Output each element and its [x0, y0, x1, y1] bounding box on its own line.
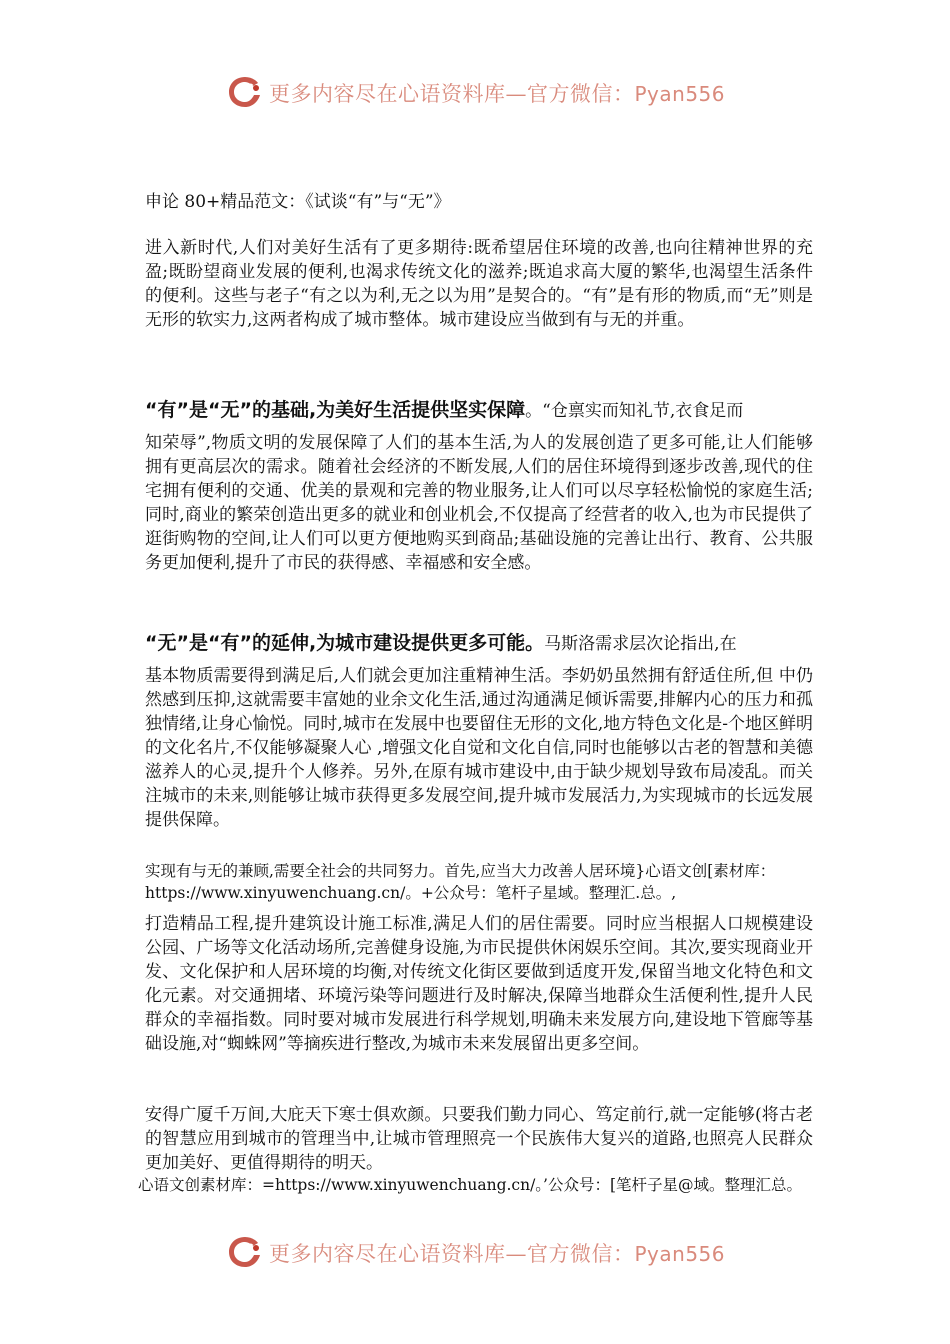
paragraph-you-basis — [145, 392, 813, 575]
article-title: 申论 80+精品范文：《试谈“有”与“无”》 — [145, 192, 451, 212]
header-banner — [225, 72, 725, 112]
paragraph-wu-extension — [145, 625, 813, 832]
wechat-id: Pyan556 — [634, 1242, 726, 1266]
paragraph-first-line — [145, 392, 813, 429]
banner-text: 更多内容尽在心语资料库—官方微信：Pyan556 — [269, 82, 726, 106]
paragraph-measures: 打造精品工程,提升建筑设计施工标准,满足人们的居住需要。同时应当根据人口规模建设公园、广场等文化活动场所,完善健身设施,为市民提供休闲娱乐空间。其次,要实现商业开发、文化保护和人居环境的均衡,对传统文化街区要做到适度开发,保留当地文化特色和文化元素。对交通拥堵、环境污染等问题进行及时解决,保障当地群众生活便利性,提升人民群众的幸福指数。同时要对城市发展进行科学规划,明确未来发展方向,建设地下管廊等基础设施,对“蜘蛛网”等摘疾进行整改,为城市未来发展留出更多空间。 — [145, 914, 813, 1054]
footer-banner — [225, 1232, 725, 1272]
paragraph-conclusion: 安得广厦千万间,大庇天下寒士俱欢颜。只要我们勤力同心、笃定前行,就一定能够(将古老的智慧应用到城市的管理当中,让城市管理照亮一个民族伟大复兴的道路,也照亮人民群众更加美好、更值得期待的明天。 — [145, 1105, 813, 1173]
section-heading-you: “有”是“无”的基础,为美好生活提供坚实保障 — [145, 399, 526, 421]
watermark-note-1: 实现有与无的兼顾,需要全社会的共同努力。首先,应当大力改善人居环境}心语文创[素材库：https://www.xinyuwenchuang.cn/。+公众号：笔杆子星域。整理汇.总。, — [145, 862, 776, 902]
paragraph-intro: 进入新时代,人们对美好生活有了更多期待:既希望居住环境的改善,也向往精神世界的充盈;既盼望商业发展的便利,也渴求传统文化的滋养;既追求高大厦的繁华,也渴望生活条件的便利。这些与老子“有之以为利,无之以为用”是契合的。“有”是有形的物质,而“无”则是无形的软实力,这两者构成了城市整体。城市建设应当做到有与无的并重。 — [145, 238, 813, 330]
wechat-id: Pyan556 — [634, 82, 726, 106]
logo-icon — [225, 1234, 265, 1270]
section-heading-wu: “无”是“有”的延伸,为城市建设提供更多可能。 — [145, 632, 545, 654]
paragraph-body: 基本物质需要得到满足后,人们就会更加注重精神生活。李奶奶虽然拥有舒适住所,但 中仍然感到压抑,这就需要丰富她的业余文化生活,通过沟通满足倾诉需要,排解内心的压力和孤独情绪,让身心愉悦。同时,城市在发展中也要留住无形的文化,地方特色文化是-个地区鲜明的文化名片,不仅能够凝聚人心 ,增强文化自觉和文化自信,同时也能够以古老的智慧和美德滋养人的心灵,提升个人修养。另外,在原有城市建设中,由于缺少规划导致布局凌乱。而关注城市的未来,则能够让城市获得更多发展空间,提升城市发展活力,为实现城市的长远发展提供保障。 — [145, 666, 813, 830]
paragraph-first-line — [145, 625, 813, 662]
logo-icon — [225, 74, 265, 110]
heading-tail: 马斯洛需求层次论指出,在 — [544, 634, 737, 654]
watermark-note-2: 心语文创素材库：=https://www.xinyuwenchuang.cn/。’公众号：[笔杆子星@域。整理汇总。 — [138, 1176, 803, 1194]
paragraph-body: 知荣辱”,物质文明的发展保障了人们的基本生活,为人的发展创造了更多可能,让人们能够拥有更高层次的需求。随着社会经济的不断发展,人们的居住环境得到逐步改善,现代的住宅拥有便利的交通、优美的景观和完善的物业服务,让人们可以尽享轻松愉悦的家庭生活;同时,商业的繁荣创造出更多的就业和创业机会,不仅提高了经营者的收入,也为市民提供了逛街购物的空间,让人们可以更方便地购买到商品;基础设施的完善让出行、教育、公共服务更加便利,提升了市民的获得感、幸福感和安全感。 — [145, 433, 813, 573]
heading-tail: 。“仓禀实而知礼节,衣食足而 — [525, 401, 744, 421]
banner-text: 更多内容尽在心语资料库—官方微信：Pyan556 — [269, 1242, 726, 1266]
